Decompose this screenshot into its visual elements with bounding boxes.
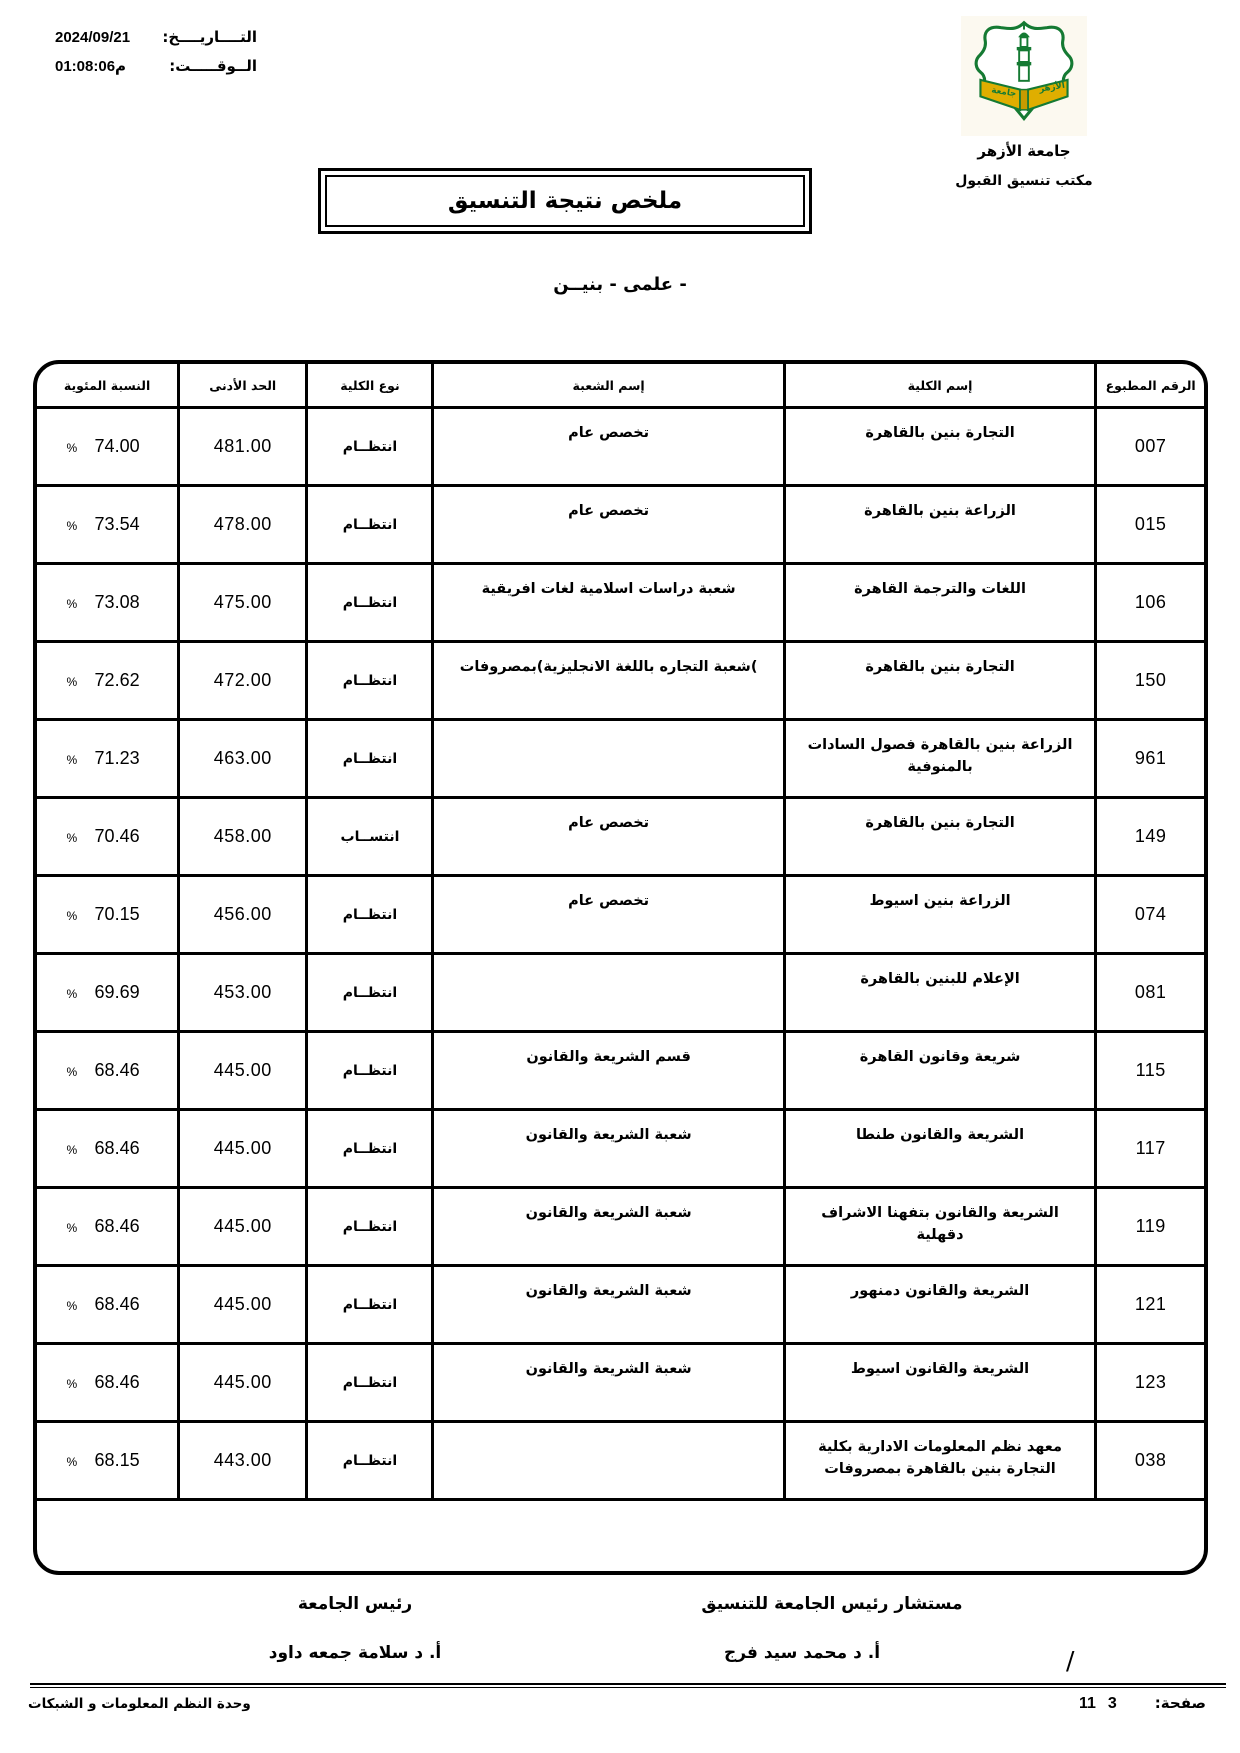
cell-percent [37, 1033, 177, 1111]
cell-branch: شعبة الشريعة والقانون [431, 1111, 782, 1189]
cell-percent [37, 1345, 177, 1423]
al-azhar-logo-icon [961, 16, 1087, 136]
datetime-block [55, 28, 257, 86]
cell-min: 445.00 [177, 1189, 305, 1267]
cell-college: اللغات والترجمة القاهرة [783, 565, 1095, 643]
page-info [1020, 1694, 1206, 1713]
cell-percent [37, 565, 177, 643]
cell-college: الشريعة والقانون اسيوط [783, 1345, 1095, 1423]
cell-percent [37, 1267, 177, 1345]
report-subtitle: - علمى - بنيــن [553, 274, 687, 295]
cell-type: انتظــام [305, 1267, 431, 1345]
signature-left-title: رئيس الجامعة [297, 1594, 413, 1614]
cell-percent-value: 68.46 [94, 1294, 140, 1314]
percent-sign: % [66, 674, 78, 689]
cell-percent-value: 74.00 [94, 436, 140, 456]
time-value: 01:08:06م [55, 58, 127, 75]
cell-branch: شعبة دراسات اسلامية لغات افريقية [431, 565, 782, 643]
header-percent: النسبة المئوية [37, 364, 177, 409]
cell-branch: تخصص عام [431, 799, 782, 877]
page-label: صفحة: [1154, 1694, 1206, 1712]
report-title: ملخص نتيجة التنسيق [325, 175, 805, 227]
cell-min: 478.00 [177, 487, 305, 565]
signature-right-name: أ. د محمد سيد فرج [723, 1643, 881, 1663]
cell-min: 445.00 [177, 1033, 305, 1111]
university-header [948, 16, 1100, 189]
cell-type: انتظــام [305, 409, 431, 487]
cell-college: التجارة بنين بالقاهرة [783, 643, 1095, 721]
cell-percent [37, 1423, 177, 1501]
cell-branch: شعبة الشريعة والقانون [431, 1345, 782, 1423]
cell-type: انتظــام [305, 955, 431, 1033]
cell-number: 015 [1094, 487, 1204, 565]
university-name: جامعة الأزهر [977, 142, 1071, 160]
header-type: نوع الكلية [305, 364, 431, 409]
cell-percent-value: 68.46 [94, 1138, 140, 1158]
percent-sign: % [66, 1064, 78, 1079]
cell-percent-value: 68.46 [94, 1216, 140, 1236]
cell-min: 481.00 [177, 409, 305, 487]
cell-min: 458.00 [177, 799, 305, 877]
header-branch: إسم الشعبة [431, 364, 782, 409]
percent-sign: % [66, 986, 78, 1001]
date-label: التــــاريــــخ: [162, 28, 257, 46]
cell-college: الشريعة والقانون طنطا [783, 1111, 1095, 1189]
cell-percent-value: 73.54 [94, 514, 140, 534]
time-row [55, 57, 257, 75]
percent-sign: % [66, 1376, 78, 1391]
percent-sign: % [66, 830, 78, 845]
percent-sign: % [66, 596, 78, 611]
cell-percent-value: 73.08 [94, 592, 140, 612]
percent-sign: % [66, 440, 78, 455]
cell-college: الشريعة والقانون دمنهور [783, 1267, 1095, 1345]
percent-sign: % [66, 1142, 78, 1157]
cell-number: 119 [1094, 1189, 1204, 1267]
office-name: مكتب تنسيق القبول [955, 173, 1093, 189]
cell-percent [37, 1189, 177, 1267]
cell-college: الزراعة بنين بالقاهرة فصول السادات بالمنوفية [783, 721, 1095, 799]
cell-percent [37, 487, 177, 565]
cell-college: التجارة بنين بالقاهرة [783, 799, 1095, 877]
header-number: الرقم المطبوع [1094, 364, 1204, 409]
page-current: 3 [1107, 1695, 1117, 1712]
cell-college: الإعلام للبنين بالقاهرة [783, 955, 1095, 1033]
cell-type: انتظــام [305, 643, 431, 721]
cell-type: انتظــام [305, 1423, 431, 1501]
cell-percent-value: 70.15 [94, 904, 140, 924]
cell-number: 007 [1094, 409, 1204, 487]
time-label: الــوقـــــت: [169, 57, 257, 75]
cell-min: 453.00 [177, 955, 305, 1033]
cell-college: معهد نظم المعلومات الادارية بكلية التجارة بنين بالقاهرة بمصروفات [783, 1423, 1095, 1501]
cell-percent-value: 68.15 [94, 1450, 140, 1470]
cell-branch: تخصص عام [431, 487, 782, 565]
percent-sign: % [66, 518, 78, 533]
header-min: الحد الأدنى [177, 364, 305, 409]
cell-percent [37, 877, 177, 955]
cell-number: 106 [1094, 565, 1204, 643]
cell-min: 445.00 [177, 1111, 305, 1189]
signature-left-name: أ. د سلامة جمعه داود [268, 1643, 442, 1663]
cell-min: 445.00 [177, 1267, 305, 1345]
cell-percent-value: 70.46 [94, 826, 140, 846]
cell-percent [37, 643, 177, 721]
cell-number: 081 [1094, 955, 1204, 1033]
cell-min: 443.00 [177, 1423, 305, 1501]
cell-branch: )شعبة التجاره باللغة الانجليزية)بمصروفات [431, 643, 782, 721]
cell-number: 149 [1094, 799, 1204, 877]
cell-branch: شعبة الشريعة والقانون [431, 1189, 782, 1267]
header-college: إسم الكلية [783, 364, 1095, 409]
cell-type: انتظــام [305, 487, 431, 565]
cell-branch: شعبة الشريعة والقانون [431, 1267, 782, 1345]
signature-left [150, 1594, 560, 1663]
cell-percent-value: 72.62 [94, 670, 140, 690]
svg-text:الأزهر: الأزهر [1038, 80, 1066, 95]
cell-number: 150 [1094, 643, 1204, 721]
cell-type: انتظــام [305, 1033, 431, 1111]
cell-type: انتظــام [305, 1189, 431, 1267]
cell-college: التجارة بنين بالقاهرة [783, 409, 1095, 487]
cell-percent [37, 1111, 177, 1189]
cell-percent [37, 799, 177, 877]
svg-text:جامعة: جامعة [990, 85, 1017, 100]
cell-type: انتظــام [305, 1111, 431, 1189]
cell-type: انتظــام [305, 877, 431, 955]
slash-mark: / [1066, 1646, 1075, 1675]
cell-type: انتظــام [305, 1345, 431, 1423]
cell-percent [37, 409, 177, 487]
cell-min: 475.00 [177, 565, 305, 643]
cell-college: الزراعة بنين بالقاهرة [783, 487, 1095, 565]
cell-number: 115 [1094, 1033, 1204, 1111]
percent-sign: % [66, 752, 78, 767]
cell-college: الشريعة والقانون بتفهنا الاشراف دقهلية [783, 1189, 1095, 1267]
cell-min: 456.00 [177, 877, 305, 955]
cell-college: الزراعة بنين اسيوط [783, 877, 1095, 955]
results-grid [37, 364, 1204, 1501]
report-title-box [318, 168, 812, 234]
cell-type: انتظــام [305, 721, 431, 799]
cell-type: انتســاب [305, 799, 431, 877]
cell-percent [37, 955, 177, 1033]
signature-right-title: مستشار رئيس الجامعة للتنسيق [701, 1594, 963, 1614]
cell-number: 117 [1094, 1111, 1204, 1189]
cell-number: 038 [1094, 1423, 1204, 1501]
cell-branch [431, 721, 782, 799]
results-table [33, 360, 1208, 1575]
percent-sign: % [66, 908, 78, 923]
cell-branch [431, 1423, 782, 1501]
cell-branch: تخصص عام [431, 877, 782, 955]
cell-number: 961 [1094, 721, 1204, 799]
cell-college: شريعة وقانون القاهرة [783, 1033, 1095, 1111]
cell-number: 123 [1094, 1345, 1204, 1423]
cell-type: انتظــام [305, 565, 431, 643]
date-row [55, 28, 257, 46]
percent-sign: % [66, 1220, 78, 1235]
date-value: 2024/09/21 [55, 29, 131, 46]
cell-min: 463.00 [177, 721, 305, 799]
cell-percent-value: 68.46 [94, 1060, 140, 1080]
cell-branch [431, 955, 782, 1033]
page-total: 11 [1078, 1695, 1096, 1712]
percent-sign: % [66, 1298, 78, 1313]
cell-percent-value: 71.23 [94, 748, 140, 768]
cell-number: 074 [1094, 877, 1204, 955]
cell-branch: قسم الشريعة والقانون [431, 1033, 782, 1111]
cell-percent-value: 68.46 [94, 1372, 140, 1392]
footer-rule [30, 1683, 1226, 1688]
unit-label: وحدة النظم المعلومات و الشبكات [28, 1696, 251, 1712]
cell-percent-value: 69.69 [94, 982, 140, 1002]
signature-right [622, 1594, 1042, 1663]
cell-percent [37, 721, 177, 799]
cell-min: 472.00 [177, 643, 305, 721]
percent-sign: % [66, 1454, 78, 1469]
cell-number: 121 [1094, 1267, 1204, 1345]
cell-min: 445.00 [177, 1345, 305, 1423]
cell-branch: تخصص عام [431, 409, 782, 487]
